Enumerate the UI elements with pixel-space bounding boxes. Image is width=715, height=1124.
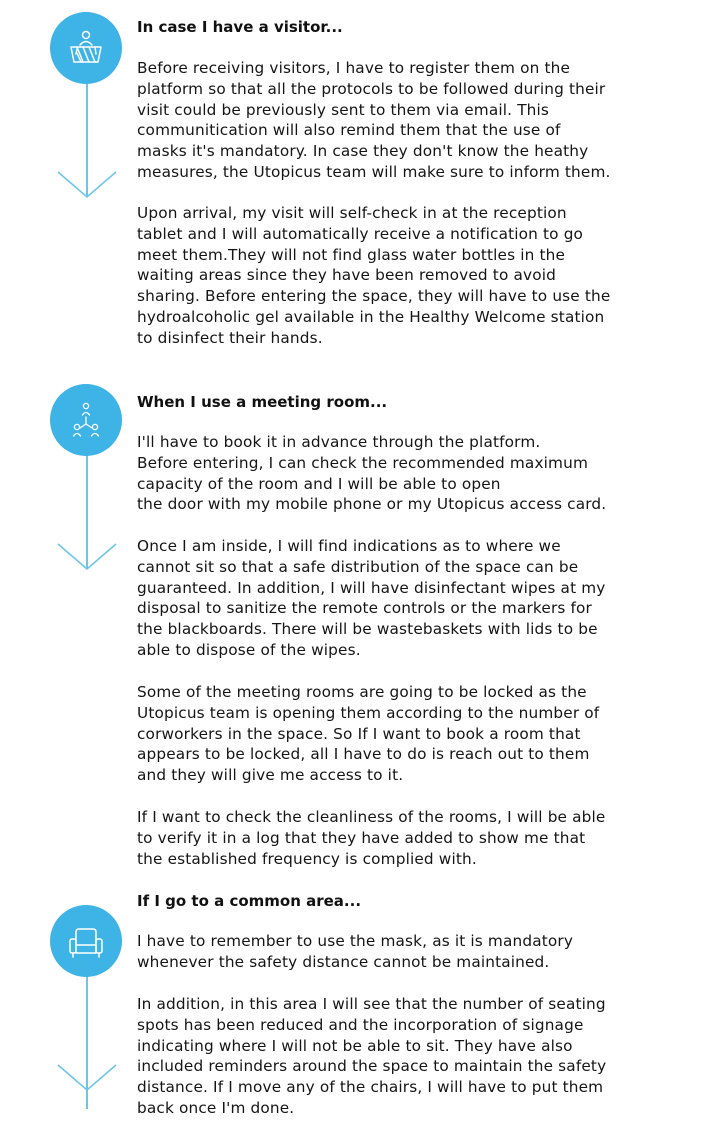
text-line: Upon arrival, my visit will self-check in at the reception (137, 204, 567, 222)
text-line: waiting areas since they have been removed to avoid (137, 266, 556, 285)
text-line: whenever the safety distance cannot be maintained. (137, 952, 550, 971)
paragraph (137, 432, 677, 515)
text-line: and they will give me access to it. (137, 766, 404, 785)
text-line: masks it's mandatory. In case they don't know the heathy (137, 142, 589, 161)
arrow-down-icon (56, 542, 118, 572)
visitor-icon-circle (50, 12, 122, 84)
text-line: indicating where I will not be able to sit. They have also (137, 1036, 573, 1055)
paragraph (137, 931, 677, 973)
section-heading-common-area: If I go to a common area... (137, 892, 362, 910)
text-line: hydroalcoholic gel available in the Healthy Welcome station (137, 307, 605, 326)
text-line: communitication will also remind them that the use of (137, 121, 561, 140)
text-line: back once I'm done. (137, 1098, 295, 1117)
meeting-people-icon (50, 384, 122, 456)
text-line: sharing. Before entering the space, they will have to use the (137, 287, 611, 306)
text-line: the established frequency is complied with. (137, 849, 477, 868)
text-line: Some of the meeting rooms are going to be locked as the (137, 683, 587, 701)
timeline-visitor (50, 12, 124, 202)
timeline-common-area (50, 905, 124, 1095)
text-line: able to dispose of the wipes. (137, 640, 361, 659)
text-line: I have to remember to use the mask, as it is mandatory (137, 932, 574, 950)
text-line: corworkers in the space. So If I want to book a room that (137, 724, 581, 743)
text-line: included reminders around the space to maintain the safety (137, 1057, 607, 1076)
paragraph (137, 807, 677, 869)
text-line: I'll have to book it in advance through the platform. (137, 433, 541, 451)
timeline-meeting-room (50, 384, 124, 576)
paragraph (137, 58, 677, 183)
text-line: to disinfect their hands. (137, 328, 323, 347)
paragraph (137, 682, 677, 786)
paragraph (137, 536, 677, 661)
text-line: Utopicus team is opening them according to the number of (137, 703, 600, 722)
text-line: Before entering, I can check the recommended maximum (137, 453, 588, 472)
text-line: appears to be locked, all I have to do is reach out to them (137, 745, 590, 764)
text-line: spots has been reduced and the incorporation of signage (137, 1015, 584, 1034)
common-area-icon-circle (50, 905, 122, 977)
text-line: In addition, in this area I will see that the number of seating (137, 995, 606, 1013)
paragraph (137, 994, 677, 1119)
text-line: Once I am inside, I will find indications as to where we (137, 537, 561, 555)
text-line: cannot sit so that a safe distribution of the space can be (137, 557, 579, 576)
text-line: tablet and I will automatically receive a notification to go (137, 224, 584, 243)
section-heading-visitor: In case I have a visitor... (137, 18, 343, 36)
text-line: guaranteed. In addition, I will have disinfectant wipes at my (137, 578, 606, 597)
text-line: platform so that all the protocols to be followed during their (137, 79, 606, 98)
arrow-down-icon (56, 170, 118, 200)
arrow-down-icon (56, 1063, 118, 1093)
text-line: capacity of the room and I will be able to open (137, 474, 501, 493)
text-line: meet them.They will not find glass water bottles in the (137, 245, 566, 264)
text-line: If I want to check the cleanliness of the rooms, I will be able (137, 808, 606, 826)
paragraph (137, 203, 677, 349)
section-heading-meeting-room: When I use a meeting room... (137, 393, 388, 411)
text-line: measures, the Utopicus team will make sure to inform them. (137, 162, 611, 181)
text-line: distance. If I move any of the chairs, I will have to put them (137, 1078, 604, 1097)
text-line: Before receiving visitors, I have to register them on the (137, 59, 571, 77)
meeting-icon-circle (50, 384, 122, 456)
text-line: the blackboards. There will be wastebaskets with lids to be (137, 620, 598, 639)
text-line: disposal to sanitize the remote controls or the markers for (137, 599, 592, 618)
armchair-icon (50, 905, 122, 977)
text-line: visit could be previously sent to them via email. This (137, 100, 550, 119)
text-line: to verify it in a log that they have added to show me that (137, 828, 586, 847)
visitor-basket-icon (50, 12, 122, 84)
text-line: the door with my mobile phone or my Utopicus access card. (137, 495, 607, 514)
